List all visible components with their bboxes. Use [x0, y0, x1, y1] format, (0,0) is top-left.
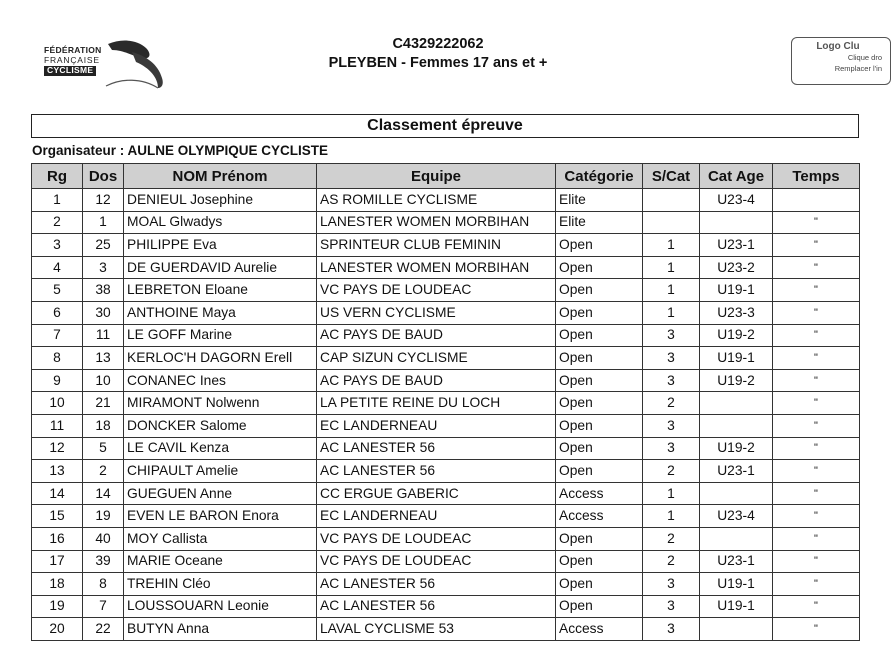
table-row	[32, 482, 860, 505]
cell-categorie: Open	[556, 437, 643, 460]
cell-temps: "	[773, 505, 860, 528]
table-header-row	[32, 164, 860, 189]
table-row	[32, 505, 860, 528]
cell-rang: 10	[32, 392, 83, 415]
cell-temps: "	[773, 256, 860, 279]
cell-categorie: Elite	[556, 211, 643, 234]
cell-categorie: Open	[556, 324, 643, 347]
cell-equipe: CC ERGUE GABERIC	[317, 482, 556, 505]
cell-scat	[643, 211, 700, 234]
column-header-rang: Rg	[32, 164, 83, 189]
cell-equipe: VC PAYS DE LOUDEAC	[317, 550, 556, 573]
club-logo-hint-1: Clique dro	[847, 53, 882, 62]
cell-rang: 15	[32, 505, 83, 528]
cell-nom: LOUSSOUARN Leonie	[124, 595, 317, 618]
race-title: PLEYBEN - Femmes 17 ans et +	[328, 55, 548, 71]
organisateur: Organisateur : AULNE OLYMPIQUE CYCLISTE	[32, 143, 329, 158]
cell-equipe: AS ROMILLE CYCLISME	[317, 189, 556, 212]
cell-temps: "	[773, 279, 860, 302]
cell-rang: 7	[32, 324, 83, 347]
cell-catage: U23-4	[700, 189, 773, 212]
club-logo-placeholder[interactable]	[791, 37, 891, 85]
results-table	[31, 163, 860, 641]
cell-rang: 2	[32, 211, 83, 234]
table-row	[32, 527, 860, 550]
cell-temps: "	[773, 211, 860, 234]
column-header-nom: NOM Prénom	[124, 164, 317, 189]
cell-scat: 1	[643, 279, 700, 302]
cell-temps: "	[773, 414, 860, 437]
cell-dossard: 2	[83, 460, 124, 483]
cell-categorie: Open	[556, 595, 643, 618]
club-logo-hint-2: Remplacer l'in	[834, 64, 882, 73]
cell-catage: U23-1	[700, 460, 773, 483]
cell-temps: "	[773, 437, 860, 460]
table-row	[32, 595, 860, 618]
table-row	[32, 573, 860, 596]
cell-temps: "	[773, 573, 860, 596]
cell-temps: "	[773, 460, 860, 483]
cell-scat	[643, 189, 700, 212]
cell-dossard: 7	[83, 595, 124, 618]
cell-nom: DONCKER Salome	[124, 414, 317, 437]
cell-scat: 3	[643, 324, 700, 347]
cell-scat: 2	[643, 460, 700, 483]
cell-temps: "	[773, 369, 860, 392]
cell-dossard: 30	[83, 301, 124, 324]
cell-catage	[700, 392, 773, 415]
cell-equipe: CAP SIZUN CYCLISME	[317, 347, 556, 370]
column-header-scat: S/Cat	[643, 164, 700, 189]
table-row	[32, 392, 860, 415]
cell-temps: "	[773, 482, 860, 505]
column-header-temps: Temps	[773, 164, 860, 189]
cell-categorie: Open	[556, 256, 643, 279]
column-header-categorie: Catégorie	[556, 164, 643, 189]
cell-dossard: 22	[83, 618, 124, 641]
cell-rang: 11	[32, 414, 83, 437]
table-row	[32, 550, 860, 573]
cell-catage: U23-1	[700, 234, 773, 257]
cell-rang: 16	[32, 527, 83, 550]
cell-temps: "	[773, 324, 860, 347]
cell-temps: "	[773, 392, 860, 415]
cell-nom: LE CAVIL Kenza	[124, 437, 317, 460]
cell-catage: U19-1	[700, 347, 773, 370]
cell-dossard: 14	[83, 482, 124, 505]
race-header	[0, 36, 876, 73]
cell-scat: 1	[643, 505, 700, 528]
cell-dossard: 13	[83, 347, 124, 370]
cell-scat: 3	[643, 618, 700, 641]
cell-categorie: Access	[556, 505, 643, 528]
cell-scat: 2	[643, 550, 700, 573]
cell-dossard: 10	[83, 369, 124, 392]
cell-catage: U23-2	[700, 256, 773, 279]
race-code: C4329222062	[392, 36, 484, 52]
cell-categorie: Access	[556, 482, 643, 505]
cell-equipe: AC LANESTER 56	[317, 437, 556, 460]
cell-catage: U23-3	[700, 301, 773, 324]
federation-logo-line2: FRANÇAISE	[44, 54, 100, 65]
cell-categorie: Open	[556, 234, 643, 257]
cell-equipe: VC PAYS DE LOUDEAC	[317, 527, 556, 550]
cell-equipe: EC LANDERNEAU	[317, 505, 556, 528]
cell-nom: CHIPAULT Amelie	[124, 460, 317, 483]
cell-rang: 14	[32, 482, 83, 505]
cell-equipe: LANESTER WOMEN MORBIHAN	[317, 256, 556, 279]
cell-catage: U19-2	[700, 437, 773, 460]
cell-catage	[700, 414, 773, 437]
cell-equipe: AC PAYS DE BAUD	[317, 369, 556, 392]
federation-logo-line1: FÉDÉRATION	[44, 45, 102, 55]
cell-rang: 1	[32, 189, 83, 212]
cell-dossard: 11	[83, 324, 124, 347]
federation-logo-line3: CYCLISME	[44, 66, 96, 76]
table-row	[32, 301, 860, 324]
cell-categorie: Open	[556, 414, 643, 437]
cell-nom: EVEN LE BARON Enora	[124, 505, 317, 528]
cell-dossard: 1	[83, 211, 124, 234]
cell-nom: DENIEUL Josephine	[124, 189, 317, 212]
cell-rang: 12	[32, 437, 83, 460]
table-row	[32, 618, 860, 641]
cell-temps	[773, 189, 860, 212]
cell-equipe: US VERN CYCLISME	[317, 301, 556, 324]
table-row	[32, 369, 860, 392]
cell-nom: MIRAMONT Nolwenn	[124, 392, 317, 415]
cell-nom: TREHIN Cléo	[124, 573, 317, 596]
cell-temps: "	[773, 527, 860, 550]
cell-categorie: Open	[556, 573, 643, 596]
table-row	[32, 437, 860, 460]
table-row	[32, 414, 860, 437]
cell-scat: 3	[643, 573, 700, 596]
cell-categorie: Access	[556, 618, 643, 641]
cell-catage: U19-2	[700, 324, 773, 347]
cell-catage: U19-1	[700, 573, 773, 596]
cell-dossard: 5	[83, 437, 124, 460]
column-header-dossard: Dos	[83, 164, 124, 189]
cell-dossard: 3	[83, 256, 124, 279]
cell-categorie: Open	[556, 279, 643, 302]
cell-equipe: LANESTER WOMEN MORBIHAN	[317, 211, 556, 234]
cell-categorie: Open	[556, 301, 643, 324]
table-row	[32, 211, 860, 234]
cell-equipe: SPRINTEUR CLUB FEMININ	[317, 234, 556, 257]
cell-dossard: 40	[83, 527, 124, 550]
cell-categorie: Open	[556, 347, 643, 370]
cell-dossard: 12	[83, 189, 124, 212]
cell-rang: 18	[32, 573, 83, 596]
cell-scat: 1	[643, 301, 700, 324]
cell-catage	[700, 527, 773, 550]
cell-nom: KERLOC'H DAGORN Erell	[124, 347, 317, 370]
cell-equipe: LAVAL CYCLISME 53	[317, 618, 556, 641]
cell-rang: 13	[32, 460, 83, 483]
cell-equipe: AC LANESTER 56	[317, 573, 556, 596]
table-row	[32, 256, 860, 279]
cell-nom: BUTYN Anna	[124, 618, 317, 641]
cell-equipe: VC PAYS DE LOUDEAC	[317, 279, 556, 302]
cell-nom: LEBRETON Eloane	[124, 279, 317, 302]
cell-rang: 19	[32, 595, 83, 618]
cell-categorie: Open	[556, 527, 643, 550]
table-row	[32, 189, 860, 212]
table-row	[32, 234, 860, 257]
cell-rang: 6	[32, 301, 83, 324]
cell-rang: 5	[32, 279, 83, 302]
cell-nom: GUEGUEN Anne	[124, 482, 317, 505]
cell-rang: 9	[32, 369, 83, 392]
cell-temps: "	[773, 550, 860, 573]
cell-dossard: 25	[83, 234, 124, 257]
table-row	[32, 279, 860, 302]
column-header-catage: Cat Age	[700, 164, 773, 189]
cell-nom: ANTHOINE Maya	[124, 301, 317, 324]
cell-catage: U19-2	[700, 369, 773, 392]
cell-nom: MARIE Oceane	[124, 550, 317, 573]
cell-scat: 3	[643, 437, 700, 460]
cell-equipe: EC LANDERNEAU	[317, 414, 556, 437]
cell-scat: 3	[643, 414, 700, 437]
cell-catage	[700, 618, 773, 641]
cell-categorie: Open	[556, 550, 643, 573]
column-header-equipe: Equipe	[317, 164, 556, 189]
cell-catage	[700, 482, 773, 505]
cell-temps: "	[773, 301, 860, 324]
cell-scat: 1	[643, 234, 700, 257]
cell-categorie: Elite	[556, 189, 643, 212]
cell-dossard: 8	[83, 573, 124, 596]
cell-dossard: 19	[83, 505, 124, 528]
cell-scat: 1	[643, 482, 700, 505]
cell-temps: "	[773, 595, 860, 618]
table-row	[32, 460, 860, 483]
cell-equipe: AC LANESTER 56	[317, 460, 556, 483]
cell-dossard: 21	[83, 392, 124, 415]
section-title: Classement épreuve	[31, 114, 859, 138]
cell-nom: MOAL Glwadys	[124, 211, 317, 234]
cell-rang: 3	[32, 234, 83, 257]
cell-nom: PHILIPPE Eva	[124, 234, 317, 257]
cell-equipe: AC PAYS DE BAUD	[317, 324, 556, 347]
cell-scat: 3	[643, 595, 700, 618]
cell-equipe: AC LANESTER 56	[317, 595, 556, 618]
cell-categorie: Open	[556, 460, 643, 483]
cell-dossard: 38	[83, 279, 124, 302]
cell-scat: 3	[643, 347, 700, 370]
cell-catage: U23-1	[700, 550, 773, 573]
cell-scat: 1	[643, 256, 700, 279]
cell-catage: U23-4	[700, 505, 773, 528]
table-row	[32, 347, 860, 370]
table-row	[32, 324, 860, 347]
cell-nom: DE GUERDAVID Aurelie	[124, 256, 317, 279]
cell-rang: 8	[32, 347, 83, 370]
cell-equipe: LA PETITE REINE DU LOCH	[317, 392, 556, 415]
cell-rang: 17	[32, 550, 83, 573]
cell-catage: U19-1	[700, 595, 773, 618]
cell-categorie: Open	[556, 392, 643, 415]
cell-scat: 2	[643, 392, 700, 415]
cell-dossard: 39	[83, 550, 124, 573]
cell-scat: 3	[643, 369, 700, 392]
cell-categorie: Open	[556, 369, 643, 392]
cell-rang: 4	[32, 256, 83, 279]
cell-temps: "	[773, 618, 860, 641]
cell-rang: 20	[32, 618, 83, 641]
cell-catage: U19-1	[700, 279, 773, 302]
cell-nom: LE GOFF Marine	[124, 324, 317, 347]
cell-scat: 2	[643, 527, 700, 550]
cell-catage	[700, 211, 773, 234]
club-logo-title: Logo Clu	[816, 41, 860, 52]
cell-dossard: 18	[83, 414, 124, 437]
cell-nom: MOY Callista	[124, 527, 317, 550]
cell-nom: CONANEC Ines	[124, 369, 317, 392]
cell-temps: "	[773, 347, 860, 370]
cell-temps: "	[773, 234, 860, 257]
